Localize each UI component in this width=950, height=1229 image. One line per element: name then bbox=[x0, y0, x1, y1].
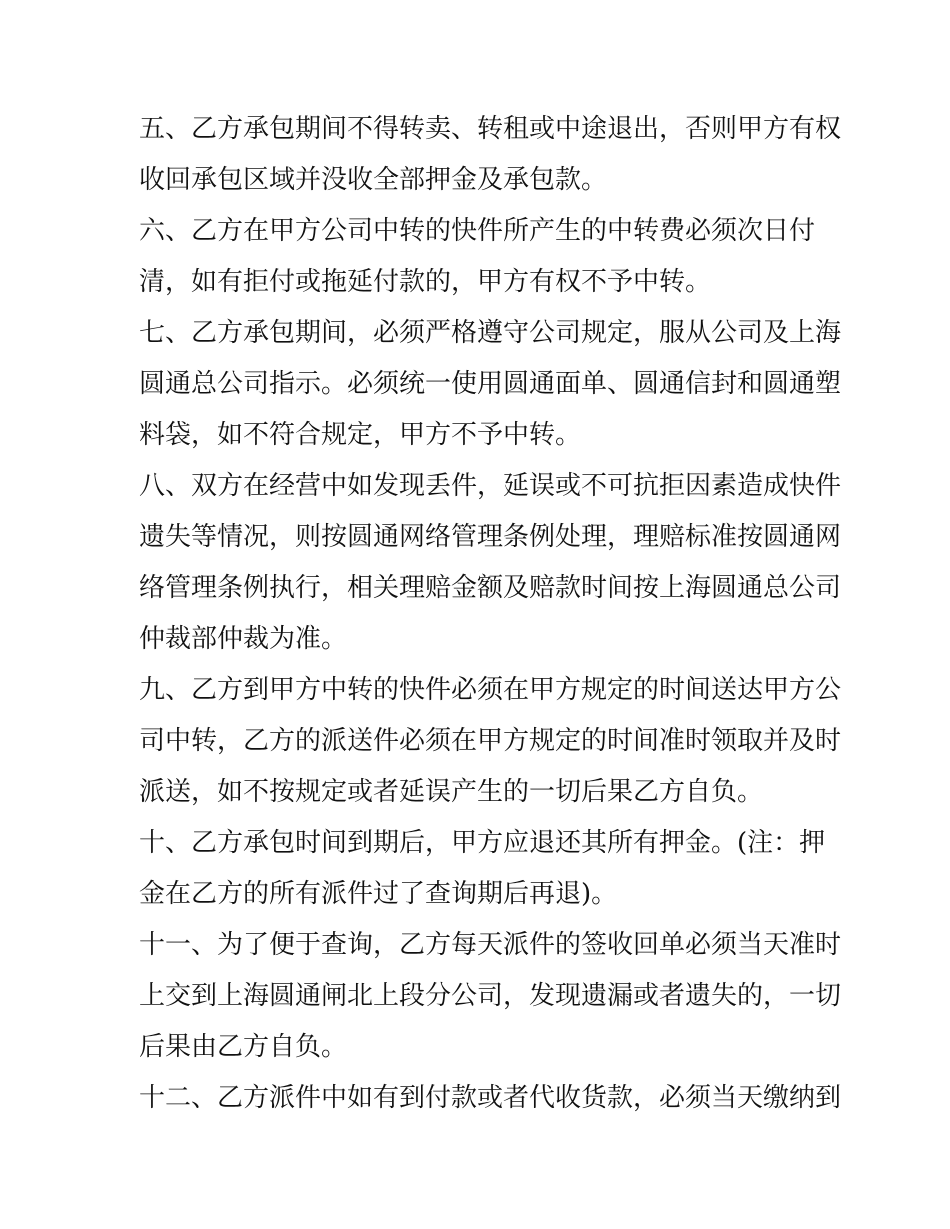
text-line: 清，如有拒付或拖延付款的，甲方有权不予中转。 bbox=[139, 267, 712, 297]
text-line: 十一、为了便于查询，乙方每天派件的签收回单必须当天准时 bbox=[139, 930, 842, 960]
text-line: 派送，如不按规定或者延误产生的一切后果乙方自负。 bbox=[139, 777, 764, 807]
text-line: 料袋，如不符合规定，甲方不予中转。 bbox=[139, 420, 582, 450]
text-line: 司中转，乙方的派送件必须在甲方规定的时间准时领取并及时 bbox=[139, 726, 842, 756]
text-line: 十二、乙方派件中如有到付款或者代收货款，必须当天缴纳到 bbox=[139, 1083, 842, 1113]
text-line: 五、乙方承包期间不得转卖、转租或中途退出，否则甲方有权 bbox=[139, 114, 842, 144]
text-line: 遗失等情况，则按圆通网络管理条例处理，理赔标准按圆通网 bbox=[139, 522, 842, 552]
text-line: 八、双方在经营中如发现丢件，延误或不可抗拒因素造成快件 bbox=[139, 471, 842, 501]
text-line: 后果由乙方自负。 bbox=[139, 1032, 348, 1062]
text-line: 六、乙方在甲方公司中转的快件所产生的中转费必须次日付 bbox=[139, 216, 816, 246]
contract-text bbox=[139, 104, 842, 1124]
text-line: 金在乙方的所有派件过了查询期后再退)。 bbox=[139, 879, 618, 909]
text-line: 九、乙方到甲方中转的快件必须在甲方规定的时间送达甲方公 bbox=[139, 675, 842, 705]
text-line: 络管理条例执行，相关理赔金额及赔款时间按上海圆通总公司 bbox=[139, 573, 842, 603]
text-line: 上交到上海圆通闸北上段分公司，发现遗漏或者遗失的，一切 bbox=[139, 981, 842, 1011]
text-line: 收回承包区域并没收全部押金及承包款。 bbox=[139, 165, 608, 195]
text-line: 十、乙方承包时间到期后，甲方应退还其所有押金。(注：押 bbox=[139, 828, 826, 858]
text-line: 仲裁部仲裁为准。 bbox=[139, 624, 348, 654]
text-line: 七、乙方承包期间，必须严格遵守公司规定，服从公司及上海 bbox=[139, 318, 842, 348]
text-line: 圆通总公司指示。必须统一使用圆通面单、圆通信封和圆通塑 bbox=[139, 369, 842, 399]
